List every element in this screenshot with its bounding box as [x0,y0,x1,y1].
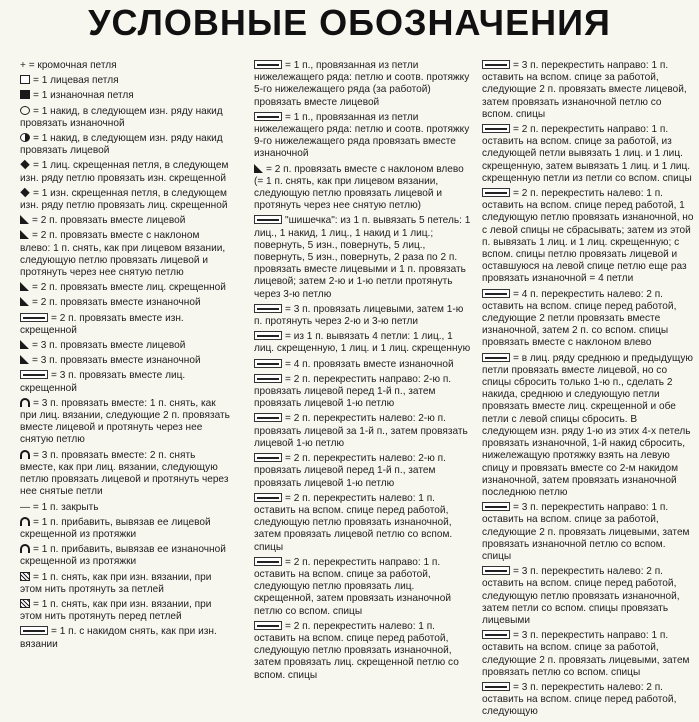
legend-entry-text: = 2 п. перекрестить налево: 2-ю п. провязать лицевой перед 1-й п., затем провязать лицевой 1-ю петлю [254,453,446,489]
legend-entry-text: = 1 п. снять, как при изн. вязании, при этом нить протянуть за петлей [20,571,212,595]
legend-entry [254,621,472,682]
four-purl-icon [254,359,282,368]
legend-entry-text: = 2 п. провязать вместе лицевой [32,215,186,227]
cross-box-icon [20,626,48,635]
legend-entry-text: = 1 изнаночная петля [33,90,134,102]
legend-entry-text: = 3 п. провязать лицевыми, затем 1-ю п. протянуть через 2-ю и 3-ю петли [254,303,464,328]
legend-entry [20,106,232,130]
bracket-four-icon [254,331,282,340]
triangle-cross-icon [20,313,48,322]
legend-entry-text: = 1 лиц. скрещенная петля, в следующем изн. ряду петлю провязать изн. скрещенной [20,160,229,184]
cross-left-icon [254,413,282,422]
legend-entry-text: = 2 п. перекрестить направо: 1 п. оставить на вспом. спице за работой, следующую петлю провязать лиц. скрещенной, затем провязать изнаночной петлю со вспом. спицы [254,556,452,617]
cross-right-icon [254,374,282,383]
lambda-icon [254,164,263,173]
legend-entry-text: = 4 п. провязать вместе изнаночной [285,358,454,370]
legend-entry-text: = 1 п. прибавить, вывязав ее лицевой скрещенной из протяжки [20,516,211,540]
three-cross-icon [20,370,48,379]
legend-entry-text: = 3 п. перекрестить направо: 1 п. оставить на вспом. спице за работой, следующие 2 п. провязать вместе лицевой, затем провязать изнаночной петлю со вспом. спицы [482,60,687,120]
legend-entry [20,355,232,367]
legend-entry [20,572,232,596]
legend-entry [254,215,472,300]
bump-icon [254,215,282,224]
legend-entry-text: = 4 п. перекрестить налево: 2 п. оставить на вспом. спице перед работой, следующие 2 петли провязать вместе изнаночной, затем 2 п. со вспом. спицы провязать вместе с наклоном влево [482,288,677,349]
legend-entry-text: — = 1 п. закрыть [20,501,99,513]
legend-entry [254,413,472,450]
cross-right-three-b-icon [482,502,510,511]
legend-entry-text: = 3 п. перекрестить налево: 2 п. оставить на вспом. спице перед работой, следующую петлю провязать изнаночной, затем петли со вспом. спицы провязать лицевыми [482,566,680,626]
legend-entry-text: + = кромочная петля [20,60,117,71]
legend-entry-text: = 3 п. провязать вместе изнаночной [32,355,201,367]
cross-right-three-icon [482,60,510,69]
legend-entry-text: = 3 п. перекрестить направо: 1 п. оставить на вспом. спице за работой, следующие 2 п. провязать лицевыми, затем провязать петлю со вспом. спицы [482,630,690,678]
triangle-purl-icon [20,297,29,306]
legend-entry-text: = 2 п. перекрестить направо: 1 п. оставить на вспом. спице за работой, из следующей петли вывязать 1 лиц. и 1 лиц. скрещенную, затем вывязать 1 лиц. и 1 лиц. скрещенную петли из петли со вспом. спицы [482,124,692,184]
legend-entry-text: = из 1 п. вывязать 4 петли: 1 лиц., 1 лиц. скрещенную, 1 лиц. и 1 лиц. скрещенную [254,331,471,355]
legend-entry-text: = 3 п. провязать вместе лиц. скрещенной [20,370,186,394]
legend-entry [20,188,232,212]
legend-entry-text: = 2 п. провязать вместе с наклоном влево: 1 п. снять, как при лицевом вязании, следующую петлю провязать лицевой и протянуть через нее снятую петлю [20,230,226,279]
legend-entry [20,133,232,157]
legend-entry [254,453,472,490]
legend-entry-text: = 2 п. перекрестить налево: 1 п. оставить на вспом. спице перед работой, следующую петлю провязать изнаночной, затем провязать лиц. скрещенной петлю со вспом. спицы [254,620,459,681]
cross-left-four-icon [482,289,510,298]
legend-entry-text: = 3 п. перекрестить налево: 2 п. оставить на вспом. спице перед работой, следующую [482,681,677,718]
legend-entry [482,124,694,185]
legend-entry [20,215,232,227]
legend-entry-text: = 3 п. провязать вместе лицевой [32,340,186,352]
legend-entry [482,630,694,679]
circle-icon [20,106,30,115]
legend-entry-text: = 2 п. перекрестить налево: 1 п. оставить на вспом. спице перед работой, 1 следующую петлю провязать изнаночной, но с левой спицы не сбрасывать; затем из этой п. вывязать 1 лиц. и 1 лиц. скрещенную; с вспом. спицы петлю провязать лицевой и оставшуюся на левой спице петлю еще раз провязать изнаночной = 4 петли [482,188,694,285]
cross-left-purl-icon [254,493,282,502]
legend-column-1 [20,60,232,654]
page-title: УСЛОВНЫЕ ОБОЗНАЧЕНИЯ [88,2,611,43]
cross-right-three-c-icon [482,630,510,639]
legend-entry [20,297,232,309]
legend-entry-text: = 1 п., провязанная из петли нижележащего ряда: петлю и соотв. протяжку 5-го нижележащего ряда (за работой) провязать вместе лицевой [254,60,470,108]
legend-column-3 [482,60,694,722]
legend-entry-text: = 2 п. перекрестить налево: 1 п. оставить на вспом. спице перед работой, следующую петлю провязать изнаночной, затем провязать лицевой петлю со вспом. спицы [254,492,453,553]
legend-entry [482,289,694,350]
legend-entry [20,75,232,87]
legend-entry [254,493,472,554]
legend-entry [254,374,472,411]
legend-entry [254,304,472,328]
legend-entry [482,353,694,499]
cross-left-hold-icon [482,188,510,197]
legend-entry [482,188,694,286]
legend-entry [254,359,472,371]
legend-entry [20,370,232,394]
legend-entry [20,90,232,102]
legend-column-2 [254,60,472,685]
legend-entry [20,282,232,294]
legend-entry-text: = 2 п. провязать вместе изнаночной [32,297,201,309]
legend-entry [20,313,232,337]
legend-entry [482,566,694,627]
filled-square-icon [20,90,30,99]
legend-entry [254,331,472,355]
legend-entry-text: = 1 накид, в следующем изн. ряду накид провязать изнаночной [20,105,223,129]
cross-left-three-icon [482,566,510,575]
cross-left-three-b-icon [482,682,510,691]
legend-entry-text: = 2 п. провязать вместе с наклоном влево (= 1 п. снять, как при лицевом вязании, следующую петлю провязать лицевой и протянуть через нее снятую петлю) [254,163,464,212]
legend-entry [254,557,472,618]
right-triangle-icon [20,215,29,224]
wave-icon [482,353,510,362]
legend-entry [20,230,232,279]
legend-entry-text: = 2 п. перекрестить налево: 2-ю п. провязать лицевой за 1-й п., затем провязать лицевой 1-ю петлю [254,413,468,449]
legend-entry-text: = 2 п. перекрестить направо: 2-ю п. провязать лицевой перед 1-й п., затем провязать лицевой 1-ю петлю [254,373,452,410]
three-triangle-icon [20,340,29,349]
legend-entry [20,160,232,184]
legend-entry [20,517,232,541]
legend-entry-text: = 3 п. перекрестить направо: 1 п. оставить на вспом. спице за работой, следующие 2 п. провязать лицевыми, затем провязать изнаночной петлю со вспом. спицы [482,502,690,562]
open-square-icon [20,75,30,84]
legend-entry [254,164,472,213]
fraction-9-icon [254,112,282,121]
legend-entry [482,60,694,121]
legend-entry-text: = 1 лицевая петля [33,75,119,87]
cross-right-two-icon [482,124,510,133]
legend-entry [20,502,232,514]
legend-entry [20,599,232,623]
legend-entry [254,112,472,161]
legend-entry [20,340,232,352]
left-triangle-icon [20,230,29,239]
legend-entry-text: = 1 накид, в следующем изн. ряду накид провязать лицевой [20,133,223,157]
three-purl-icon [20,355,29,364]
legend-entry-text: = 2 п. провязать вместе изн. скрещенной [20,312,184,336]
legend-entry [20,544,232,568]
bar-three-icon [254,304,282,313]
cross-left-twist-icon [254,453,282,462]
cross-left-twist2-icon [254,621,282,630]
dotted-circle-icon [20,133,30,142]
filled-diamond-icon [20,188,29,197]
legend-entry-text: "шишечка": из 1 п. вывязать 5 петель: 1 лиц., 1 накид, 1 лиц., 1 накид и 1 лиц.; повернуть, 5 изн., повернуть, 5 лиц., повернуть, 5 изн., повернуть, 2 раза по 2 п. провязать вместе лицевыми и 1 п. провязать лицевой; затем 2-ю и 1-ю петли протянуть через 3-ю петлю [254,215,471,300]
legend-entry [20,626,232,650]
legend-entry-text: = 1 п. прибавить, вывязав ее изнаночной скрещенной из протяжки [20,544,226,568]
cross-right-purl-icon [254,557,282,566]
legend-entry-text: = 3 п. провязать вместе: 2 п. снять вместе, как при лиц. вязании, следующую петлю провязать лицевой и протянуть через нее снятые петли [20,449,229,498]
legend-entry-text: = 1 п. с накидом снять, как при изн. вязании [20,626,217,650]
legend-entry-text: = 1 п. снять, как при изн. вязании, при этом нить протянуть перед петлей [20,598,212,623]
legend-entry [254,60,472,109]
legend-entry [482,502,694,563]
legend-entry [482,682,694,719]
double-u-icon [20,544,30,553]
triangle-dot-icon [20,282,29,291]
legend-entry-text: = 1 п., провязанная из петли нижележащего ряда: петлю и соотв. протяжку 9-го нижележащего ряда провязать вместе изнаночной [254,111,470,160]
legend-entry-text: = 3 п. провязать вместе: 1 п. снять, как при лиц. вязании, следующие 2 п. провязать вместе лицевой и протянуть через нее снятую петлю [20,397,230,446]
u-icon [20,517,30,526]
legend-entry [20,450,232,499]
arch-two-icon [20,450,30,459]
fraction-5-icon [254,60,282,69]
legend-entry-text: = 2 п. провязать вместе лиц. скрещенной [32,282,226,294]
shaded-box-icon [20,572,30,581]
arch-icon [20,398,30,407]
legend-entry-text: = 1 изн. скрещенная петля, в следующем изн. ряду петлю провязать лиц. скрещенной [20,187,228,212]
legend-entry [20,60,232,72]
legend-entry [20,398,232,447]
diamond-icon [20,160,29,169]
legend-entry-text: = в лиц. ряду среднюю и предыдущую петли провязать вместе лицевой, но со спицы сбросить только 1-ю п., сделать 2 накида, среднюю и следующую петли провязать вместе лиц. скрещенной и обе петли с левой спицы сбросить. В следующем изн. ряду 1-ю из этих 4-х петель провязать изнаночной, 1-й накид сбросить, нижележащую протяжку взять на левую спицу и провязать вместе со 2-м накидом изнаночной, затем провязать изнаночной последнюю петлю [482,352,693,498]
shaded-box-two-icon [20,599,30,608]
